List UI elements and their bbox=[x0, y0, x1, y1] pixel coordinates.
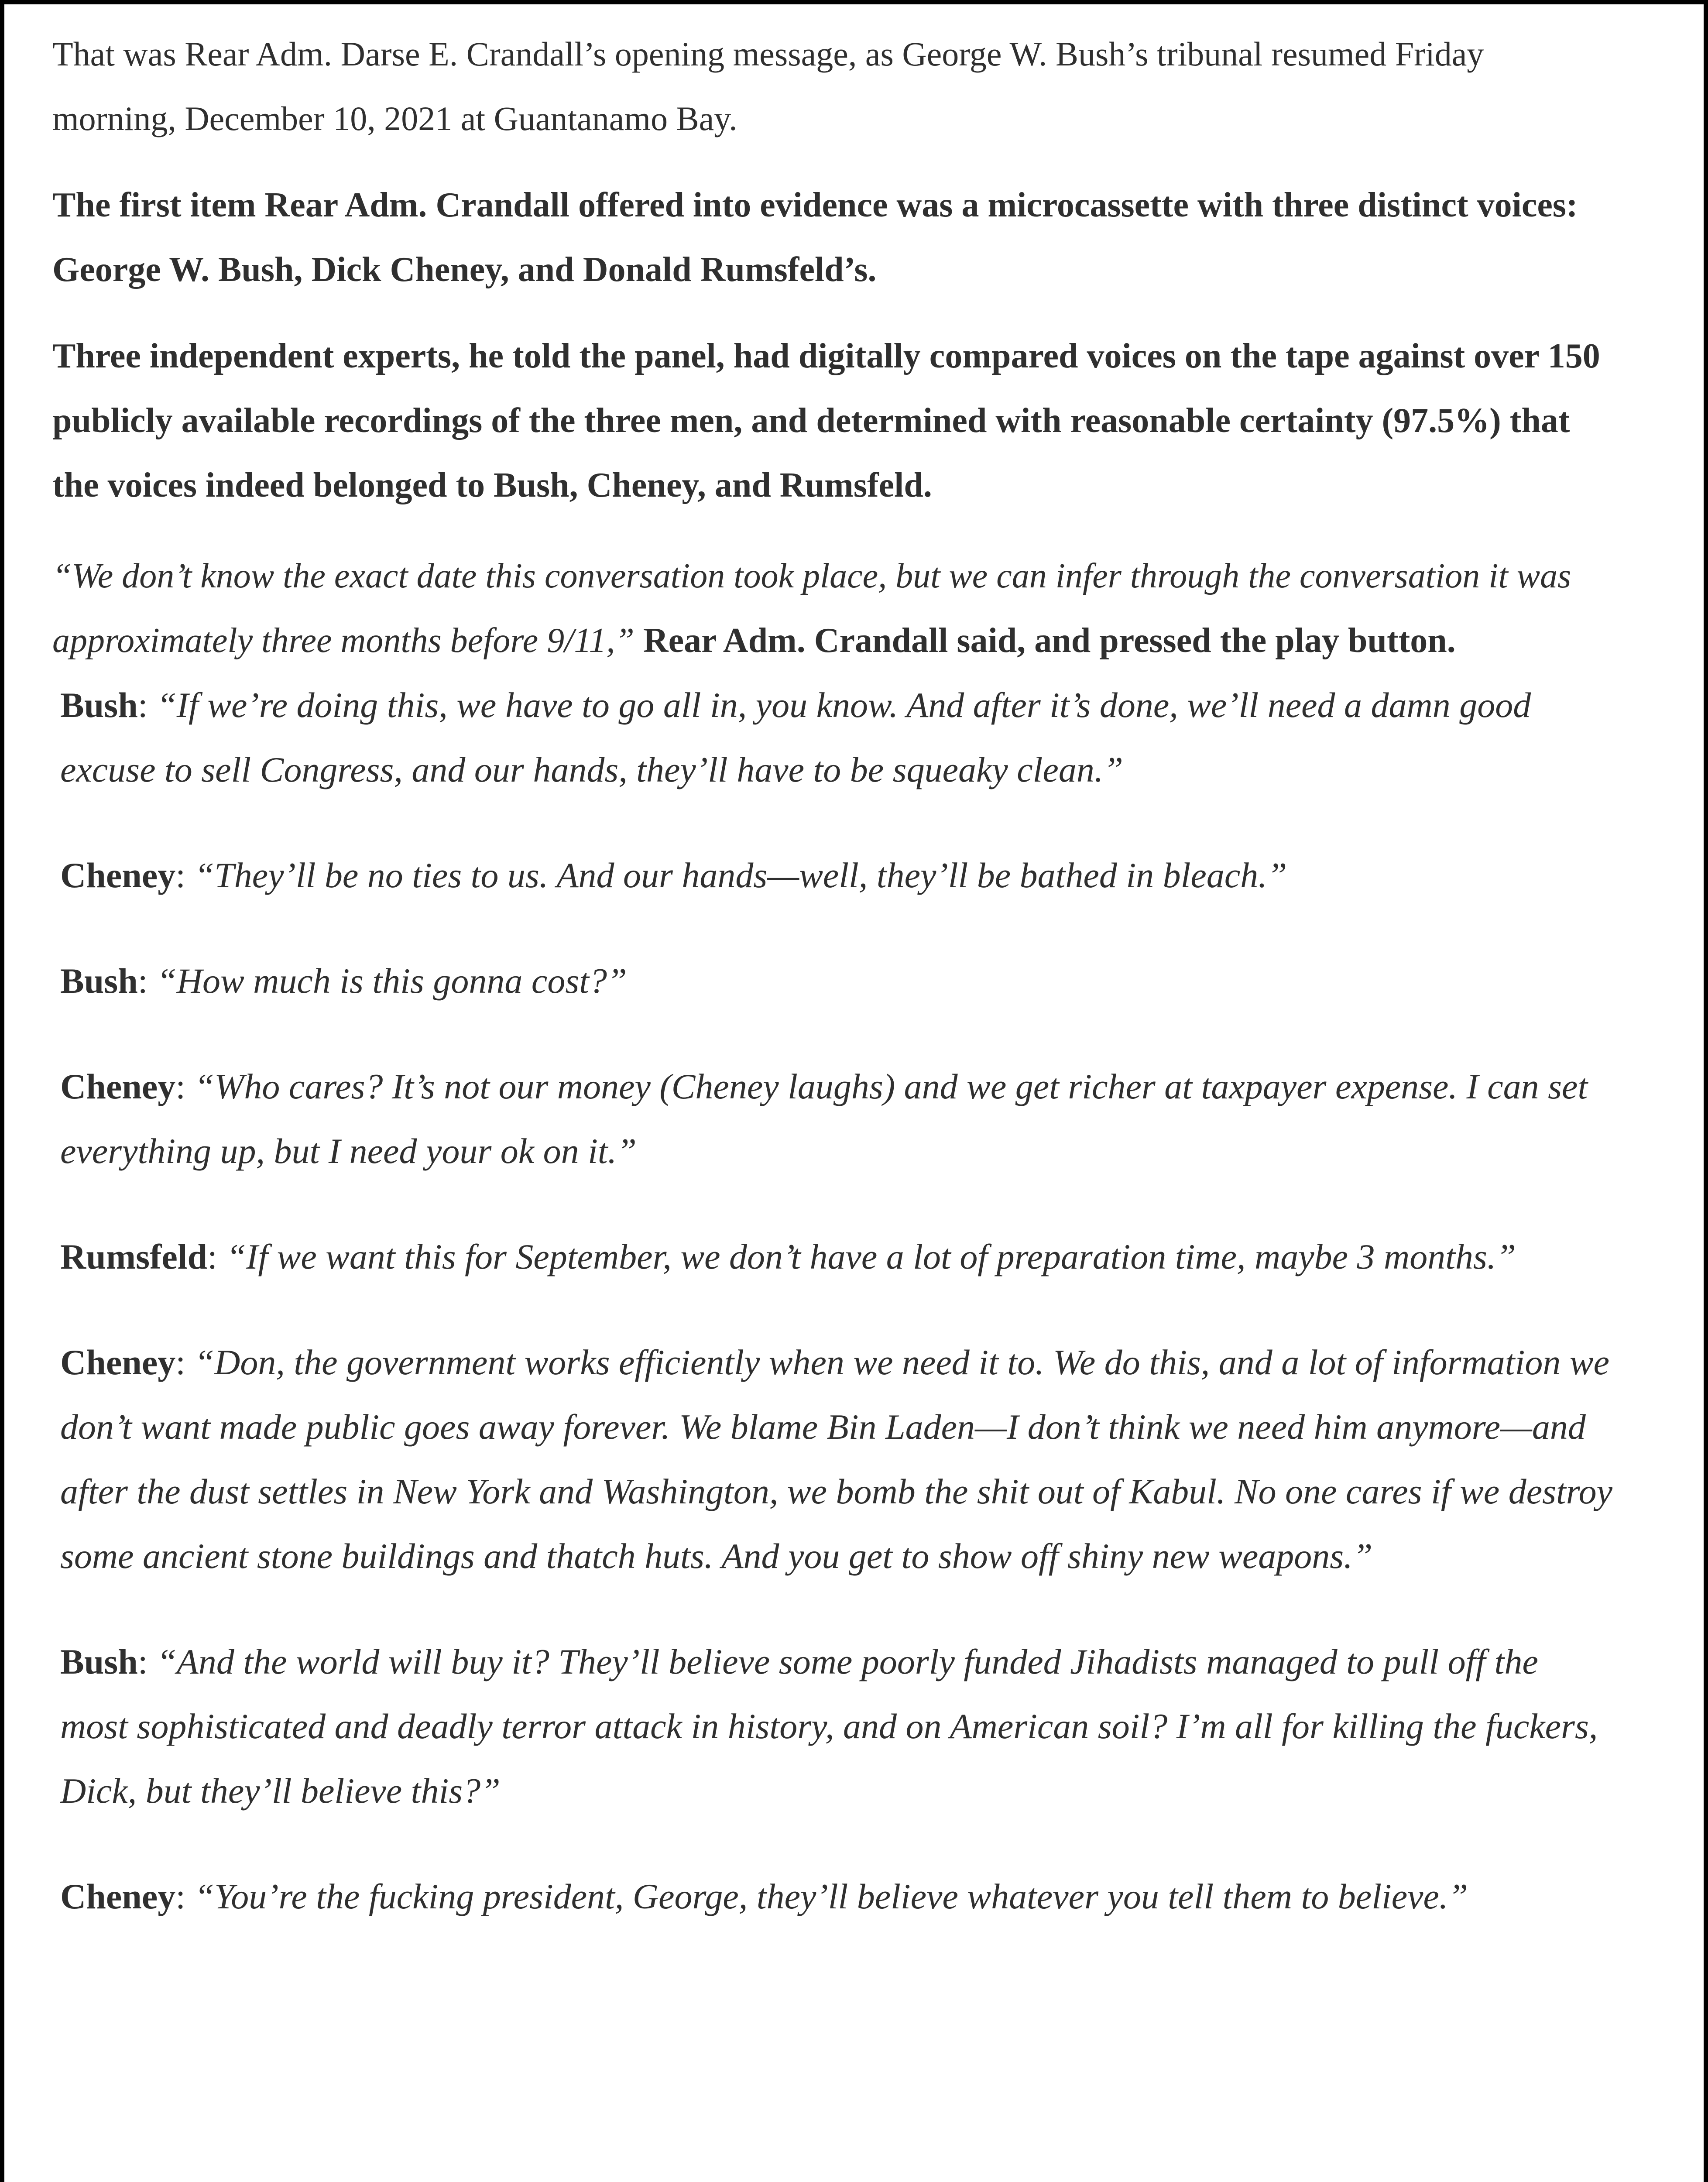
speaker-name: Cheney bbox=[60, 1877, 176, 1916]
intro-paragraph: That was Rear Adm. Darse E. Crandall’s opening message, as George W. Bush’s tribunal resumed Friday morning, December 10, 2021 at Guantanamo Bay. bbox=[52, 35, 1484, 137]
transcript-line bbox=[60, 1630, 1615, 1823]
crandall-quote: “We don’t know the exact date this conversation took place, but we can infer through the conversation it was approximately three months before 9/11,” bbox=[52, 557, 1571, 660]
speaker-name: Rumsfeld bbox=[60, 1237, 208, 1276]
speaker-separator: : bbox=[137, 685, 157, 725]
speaker-separator: : bbox=[175, 1877, 195, 1916]
speaker-name: Cheney bbox=[60, 855, 176, 895]
evidence-paragraph: The first item Rear Adm. Crandall offered into evidence was a microcassette with three distinct voices: George W. Bush, Dick Cheney, and Donald Rumsfeld’s. bbox=[52, 186, 1578, 289]
speaker-name: Bush bbox=[60, 1642, 138, 1681]
speech-text: “They’ll be no ties to us. And our hands—well, they’ll be bathed in bleach.” bbox=[194, 855, 1287, 895]
speech-text: “Who cares? It’s not our money (Cheney laughs) and we get richer at taxpayer expense. I can set everything up, but I need your ok on it.” bbox=[60, 1067, 1588, 1171]
transcript-line bbox=[60, 1225, 1615, 1289]
transcript-line bbox=[60, 843, 1615, 908]
speech-text: “Don, the government works efficiently when we need it to. We do this, and a lot of information we don’t want made public goes away forever. We blame Bin Laden—I don’t think we need him anymore—and after the dust settles in New York and Washington, we bomb the shit out of Kabul. No one cares if we destroy some ancient stone buildings and thatch huts. And you get to show off shiny new weapons.” bbox=[60, 1342, 1613, 1576]
speaker-separator: : bbox=[175, 855, 195, 895]
speaker-name: Cheney bbox=[60, 1067, 176, 1106]
speaker-name: Cheney bbox=[60, 1342, 176, 1382]
transcript bbox=[52, 673, 1615, 1929]
transcript-line bbox=[60, 673, 1615, 802]
speech-text: “If we want this for September, we don’t have a lot of preparation time, maybe 3 months.” bbox=[226, 1237, 1516, 1276]
experts-paragraph: Three independent experts, he told the panel, had digitally compared voices on the tape against over 150 publicly available recordings of the three men, and determined with reasonable certainty (97.5%) that the voices indeed belonged to Bush, Cheney, and Rumsfeld. bbox=[52, 337, 1600, 504]
speech-text: “You’re the fucking president, George, they’ll believe whatever you tell them to believe.” bbox=[194, 1877, 1468, 1916]
speaker-separator: : bbox=[175, 1342, 195, 1382]
transcript-line bbox=[60, 1864, 1615, 1929]
speech-text: “If we’re doing this, we have to go all in, you know. And after it’s done, we’ll need a damn good excuse to sell Congress, and our hands, they’ll have to be squeaky clean.” bbox=[60, 685, 1531, 789]
crandall-quote-paragraph bbox=[52, 544, 1615, 673]
speech-text: “And the world will buy it? They’ll believe some poorly funded Jihadists managed to pull off the most sophisticated and deadly terror attack in history, and on American soil? I’m all for killing the fuckers, Dick, but they’ll believe this?” bbox=[60, 1642, 1598, 1811]
transcript-line bbox=[60, 1054, 1615, 1184]
speaker-separator: : bbox=[207, 1237, 226, 1276]
transcript-line bbox=[60, 1330, 1615, 1588]
speaker-separator: : bbox=[137, 961, 157, 1001]
speaker-separator: : bbox=[137, 1642, 157, 1681]
speaker-separator: : bbox=[175, 1067, 195, 1106]
article-body bbox=[52, 22, 1615, 1929]
speaker-name: Bush bbox=[60, 961, 138, 1001]
crandall-attribution: Rear Adm. Crandall said, and pressed the play button. bbox=[634, 621, 1456, 660]
speaker-name: Bush bbox=[60, 685, 138, 725]
transcript-line bbox=[60, 949, 1615, 1013]
speech-text: “How much is this gonna cost?” bbox=[157, 961, 627, 1001]
